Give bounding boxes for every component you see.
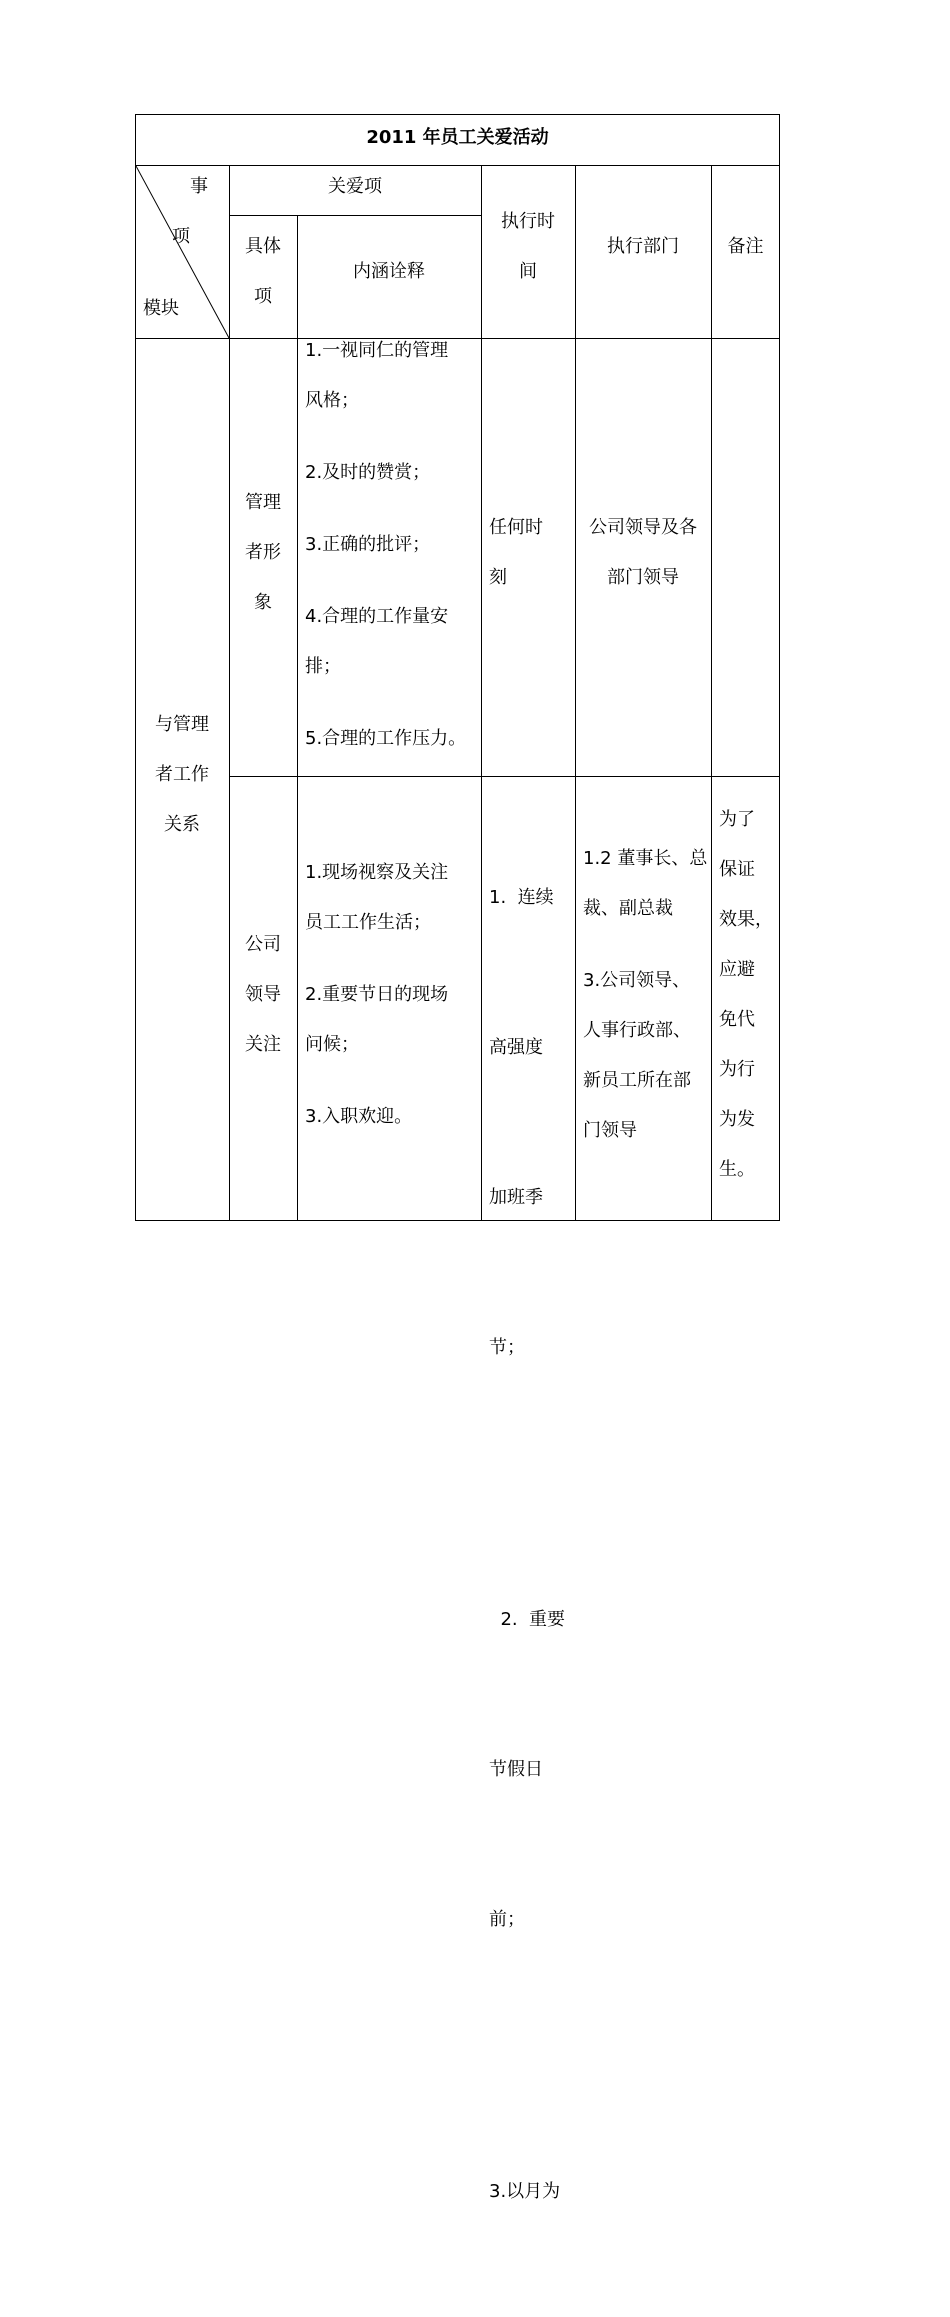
meaning-header: 内涵诠释 bbox=[353, 261, 425, 282]
module-cell: 与管理 者工作 关系 bbox=[155, 714, 209, 835]
col-line-3 bbox=[481, 165, 482, 1221]
exec-dept-header: 执行部门 bbox=[607, 236, 679, 257]
remark-header: 备注 bbox=[727, 236, 764, 257]
row2-remark-cell: 为了 保证 效果， 应避 免代 为行 为发 生。 bbox=[719, 809, 773, 1180]
row1-dept-cell: 公司领导及各 部门领导 bbox=[589, 517, 697, 588]
exec-time-header: 执行时 间 bbox=[501, 211, 555, 282]
care-item-header: 关爱项 bbox=[328, 176, 382, 197]
col-line-4 bbox=[575, 165, 576, 1221]
col-line-2 bbox=[297, 215, 298, 1221]
corner-top-label: 事 bbox=[190, 176, 208, 197]
care-item-divider bbox=[229, 215, 481, 216]
corner-mid-label: 项 bbox=[172, 226, 190, 247]
row1-item-cell: 管理 者形 象 bbox=[245, 492, 281, 613]
row2-item-cell: 公司 领导 关注 bbox=[245, 934, 281, 1055]
row2-dept-cell: 1.2 董事长、总 裁、副总裁 3.公司领导、 人事行政部、 新员工所在部 门领导 bbox=[583, 848, 708, 1141]
table-title: 2011 年员工关爱活动 bbox=[366, 127, 549, 148]
row2-time-cell: 1. 连续 高强度 加班季 节； 2. 重要 节假日 前； 3.以月为 bbox=[489, 887, 566, 2202]
corner-bottom-label: 模块 bbox=[143, 298, 179, 319]
specific-item-header: 具体 项 bbox=[245, 236, 281, 307]
row1-meaning-cell: 1.一视同仁的管理 风格； 2.及时的赞赏； 3.正确的批评； 4.合理的工作量安 排； 5.合理的工作压力。 bbox=[305, 340, 467, 749]
row1-time-cell: 任何时 刻 bbox=[489, 517, 543, 588]
row2-meaning-cell: 1.现场视察及关注 员工工作生活； 2.重要节日的现场 问候； 3.入职欢迎。 bbox=[305, 862, 449, 1127]
col-line-5 bbox=[711, 165, 712, 1221]
